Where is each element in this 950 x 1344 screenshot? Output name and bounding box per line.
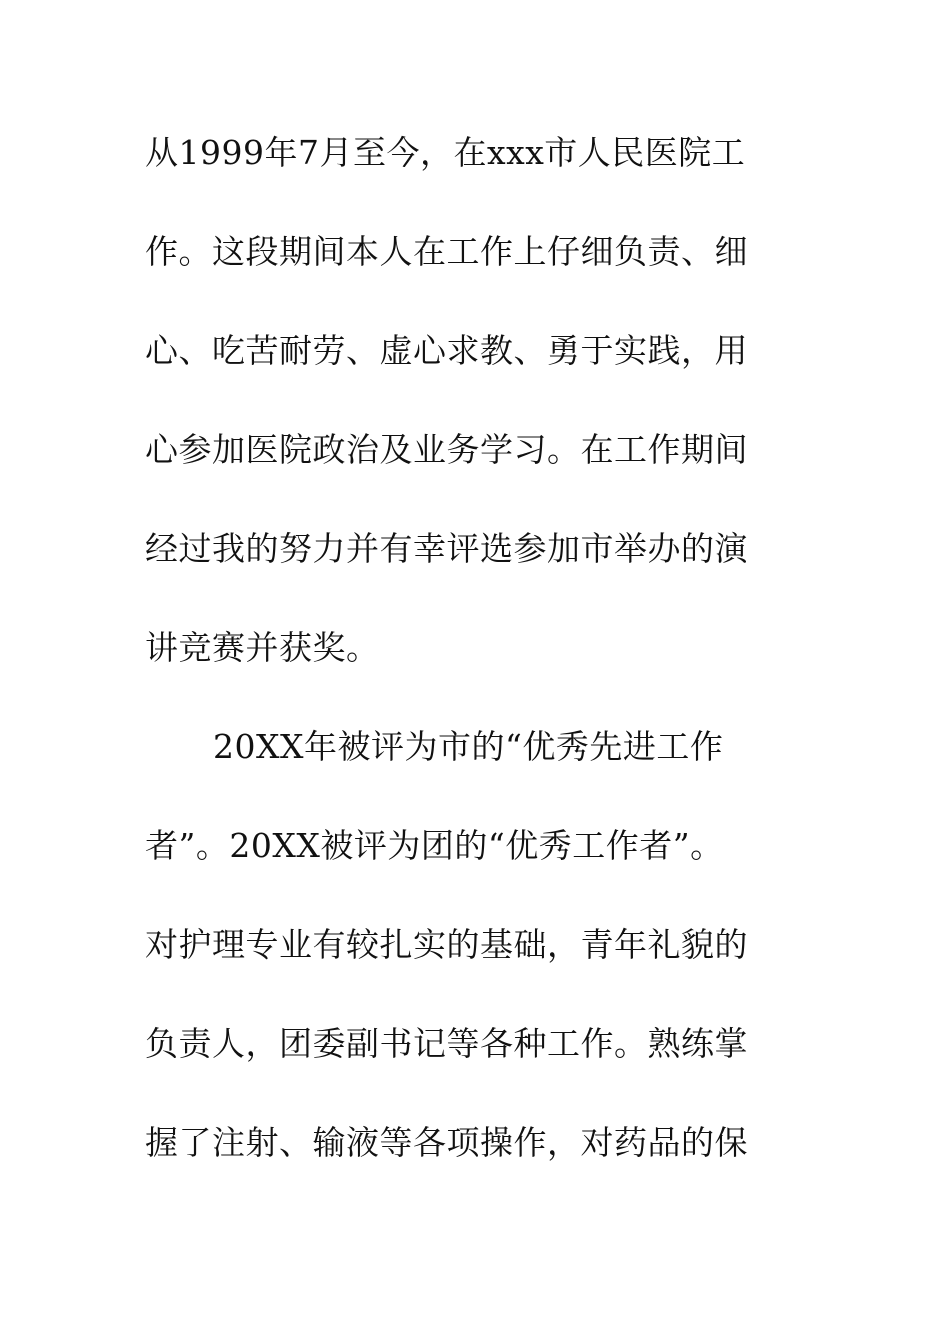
text-line: 经过我的努力并有幸评选参加市举办的演 xyxy=(145,529,748,568)
text-line: 讲竞赛并获奖。 xyxy=(145,628,380,667)
text-line: 握了注射、输液等各项操作，对药品的保 xyxy=(145,1123,748,1162)
text-line: 从1999年7月至今，在xxx市人民医院工 xyxy=(145,133,746,172)
text-line: 负责人，团委副书记等各种工作。熟练掌 xyxy=(145,1024,748,1063)
text-line: 对护理专业有较扎实的基础，青年礼貌的 xyxy=(145,925,748,964)
text-line: 心、吃苦耐劳、虚心求教、勇于实践，用 xyxy=(145,331,748,370)
text-line: 作。这段期间本人在工作上仔细负责、细 xyxy=(145,232,748,271)
text-line: 者”。20XX被评为团的“优秀工作者”。 xyxy=(145,826,724,865)
text-line: 心参加医院政治及业务学习。在工作期间 xyxy=(145,430,748,469)
text-line: 20XX年被评为市的“优秀先进工作 xyxy=(213,727,724,766)
